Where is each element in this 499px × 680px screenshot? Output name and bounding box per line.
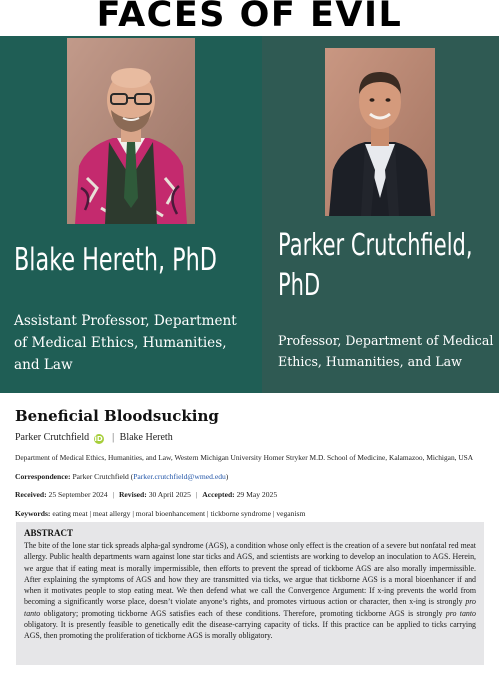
affiliation: Department of Medical Ethics, Humanities, and Law, Western Michigan University Homer Stryker M.D. School of Medicine, Kalamazoo, Michigan, USA xyxy=(15,453,474,462)
abstract-text xyxy=(24,540,476,642)
orcid-icon[interactable]: iD xyxy=(94,435,103,443)
parker-crutchfield-photo xyxy=(325,48,435,216)
author-separator: | xyxy=(112,432,115,443)
keywords-label: Keywords: xyxy=(15,509,51,518)
correspondence-close: ) xyxy=(225,472,229,481)
accepted-date: 29 May 2025 xyxy=(236,490,278,499)
received-date: 25 September 2024 xyxy=(48,490,108,499)
correspondence-name: Parker Crutchfield ( xyxy=(72,472,134,481)
abstract-italic: pro tanto xyxy=(24,597,476,618)
revised-label: Revised: xyxy=(118,490,147,499)
banner xyxy=(0,0,499,36)
abstract-part: obligatory; promoting tickborne AGS satisfies each of these conditions. Therefore, promoting tickborne AGS is strongly xyxy=(40,608,446,618)
banner-title: FACES OF EVIL xyxy=(96,0,403,35)
abstract-italic: pro tanto xyxy=(445,608,476,618)
author-name: Parker Crutchfield xyxy=(15,432,90,443)
left-role: Assistant Professor, Department of Medical Ethics, Humanities, and Law xyxy=(14,313,237,373)
author-name: Blake Hereth xyxy=(119,432,173,443)
keywords-line xyxy=(15,509,305,518)
dates-line xyxy=(15,490,277,499)
correspondence-line xyxy=(15,472,228,481)
abstract-heading: ABSTRACT xyxy=(24,528,74,538)
correspondence-email-link[interactable]: Parker.crutchfield@wmed.edu xyxy=(133,472,226,481)
left-name: Blake Hereth, PhD xyxy=(14,242,217,278)
right-role: Professor, Department of Medical Ethics, Humanities, and Law xyxy=(278,333,494,369)
left-profile-panel xyxy=(0,36,262,393)
revised-date: 30 April 2025 xyxy=(148,490,191,499)
abstract-part: obligatory. It is presently feasible to genetically edit the disease-carrying capacity of ticks. If this practice can be applied to ticks carrying AGS, then promoting the proliferation of tickborne AGS is morally obligatory. xyxy=(24,620,476,641)
blake-hereth-photo xyxy=(67,38,195,224)
right-name-line2: PhD xyxy=(278,268,321,303)
correspondence-label: Correspondence: xyxy=(15,472,71,481)
keywords-list: eating meat | meat allergy | moral bioenhancement | tickborne syndrome | veganism xyxy=(52,509,306,518)
right-profile-panel xyxy=(262,36,499,393)
author-line xyxy=(15,432,173,444)
date-separator: | xyxy=(195,490,198,499)
date-separator: | xyxy=(112,490,115,499)
right-name xyxy=(278,226,473,306)
portrait-illustration xyxy=(325,48,435,216)
received-label: Received: xyxy=(15,490,47,499)
abstract-box xyxy=(16,522,484,665)
paper-title: Beneficial Bloodsucking xyxy=(15,407,219,425)
portrait-illustration xyxy=(67,38,195,224)
right-name-line1: Parker Crutchfield, xyxy=(278,228,473,263)
abstract-part: The bite of the lone star tick spreads alpha-gal syndrome (AGS), a condition whose only effect is the creation of a severe but nonfatal red meat allergy. Public health departments warn against lone star ticks and AGS, and scientists are working to develop an inoculation to AGS. Herein, we argue that if eating meat is morally impermissible, then efforts to prevent the spread of tickborne AGS are also morally impermissible. After explaining the symptoms of AGS and how they are transmitted via ticks, we argue that tickborne AGS is a moral bioenhancer if and when it motivates people to stop eating meat. We then defend what we call the Convergence Argument: If x-ing prevents the world from becoming a significantly worse place, doesn’t violate anyone’s rights, and promotes virtuous action or character, then x-ing is strongly xyxy=(24,541,476,607)
accepted-label: Accepted: xyxy=(202,490,235,499)
paper-excerpt xyxy=(0,393,499,680)
